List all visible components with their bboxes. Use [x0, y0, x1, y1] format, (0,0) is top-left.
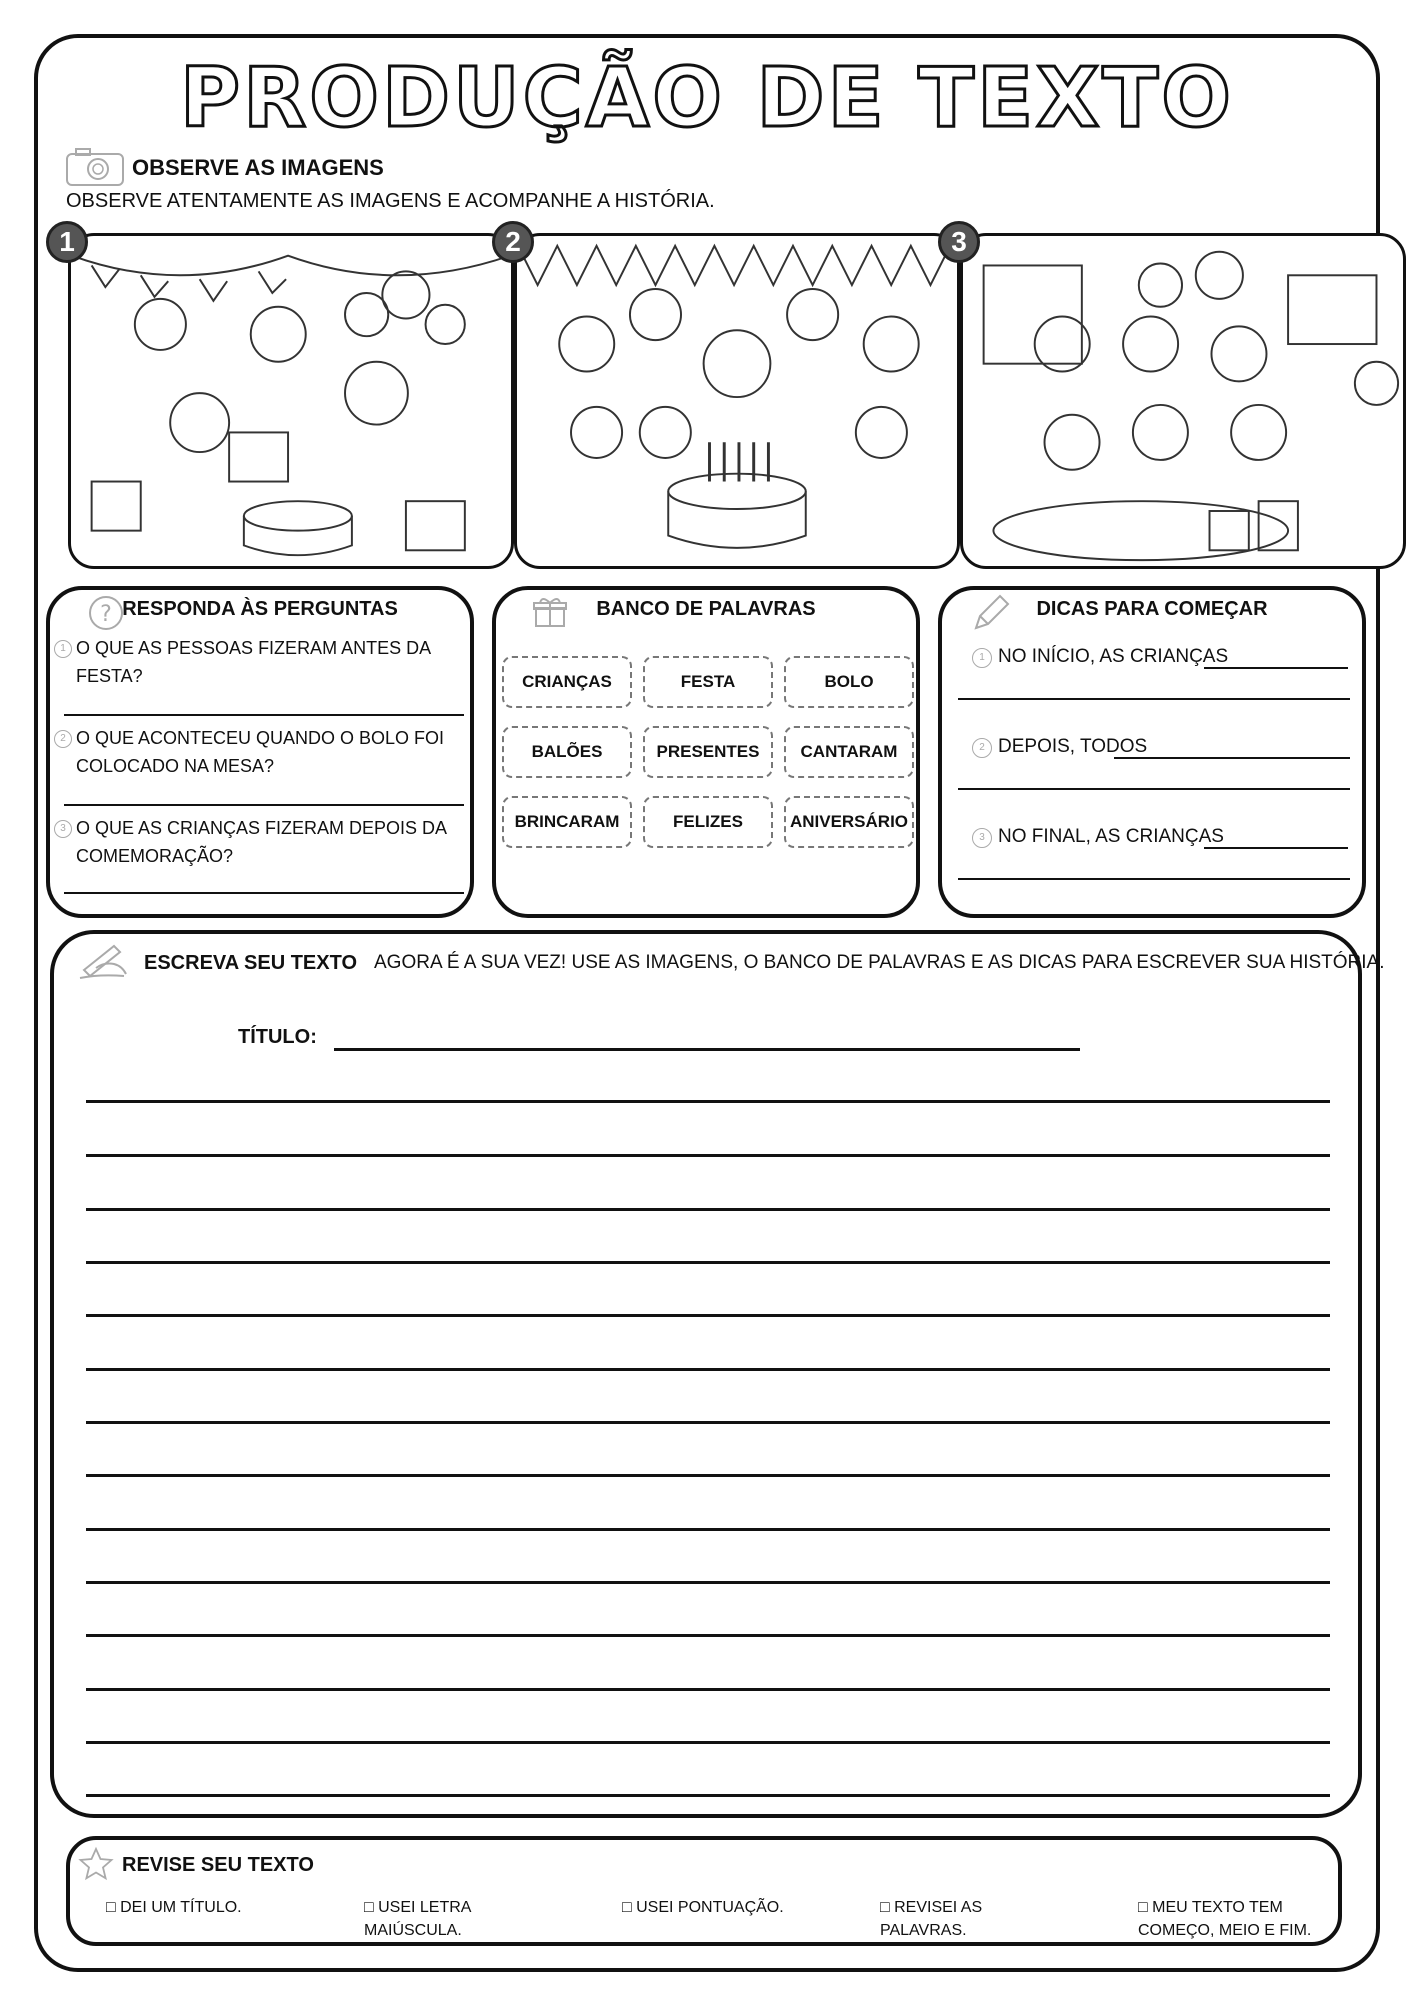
- answer-line-2[interactable]: [64, 804, 464, 806]
- answer-line-1[interactable]: [64, 714, 464, 716]
- checklist-item-capital[interactable]: □ USEI LETRA MAIÚSCULA.: [364, 1899, 471, 1939]
- camera-icon: [64, 146, 126, 188]
- image-number-badge-2: 2: [492, 221, 534, 263]
- word-chip: BRINCARAM: [502, 796, 632, 848]
- question-2: [60, 724, 456, 780]
- party-preparation-illustration: [71, 236, 511, 566]
- word-bank-panel: [492, 586, 920, 918]
- tip-2: [972, 736, 1147, 758]
- writing-line[interactable]: [86, 1154, 1330, 1157]
- story-image-1: [68, 233, 514, 569]
- story-image-2: [514, 233, 960, 569]
- birthday-cake-illustration: [517, 236, 957, 566]
- writing-line[interactable]: [86, 1368, 1330, 1371]
- checklist-item-structure[interactable]: □ MEU TEXTO TEM COMEÇO, MEIO E FIM.: [1138, 1899, 1312, 1939]
- page-title: PRODUÇÃO DE TEXTO: [180, 51, 1234, 146]
- tip-text-3: NO FINAL, AS CRIANÇAS: [998, 826, 1224, 847]
- tip-1: [972, 646, 1228, 668]
- tips-heading: DICAS PARA COMEÇAR: [1036, 598, 1268, 620]
- tip-line-1[interactable]: [958, 698, 1350, 700]
- title-label: TÍTULO:: [238, 1026, 317, 1048]
- tip-number-2: 2: [972, 738, 992, 758]
- answer-line-3[interactable]: [64, 892, 464, 894]
- tip-3: [972, 826, 1224, 848]
- tips-panel: [938, 586, 1366, 918]
- writing-line[interactable]: [86, 1100, 1330, 1103]
- word-chip: CRIANÇAS: [502, 656, 632, 708]
- word-chip: FELIZES: [643, 796, 773, 848]
- question-text-1: O QUE AS PESSOAS FIZERAM ANTES DA FESTA?: [76, 638, 431, 686]
- tip-blank-1[interactable]: [1204, 667, 1348, 669]
- revise-panel: [66, 1836, 1342, 1946]
- tip-text-1: NO INÍCIO, AS CRIANÇAS: [998, 646, 1229, 667]
- tip-line-3[interactable]: [958, 878, 1350, 880]
- question-text-3: O QUE AS CRIANÇAS FIZERAM DEPOIS DA COMEMORAÇÃO?: [76, 818, 447, 866]
- writing-panel: [50, 930, 1385, 1818]
- question-3: [60, 814, 456, 870]
- questions-heading: RESPONDA ÀS PERGUNTAS: [122, 598, 398, 620]
- checklist-item-words[interactable]: □ REVISEI AS PALAVRAS.: [880, 1899, 983, 1939]
- observe-heading: OBSERVE AS IMAGENS: [132, 155, 384, 180]
- writing-line[interactable]: [86, 1634, 1330, 1637]
- observe-subtitle: OBSERVE ATENTAMENTE AS IMAGENS E ACOMPANHE A HISTÓRIA.: [66, 190, 715, 212]
- tip-number-1: 1: [972, 648, 992, 668]
- tip-number-3: 3: [972, 828, 992, 848]
- writing-hand-icon: [76, 938, 132, 986]
- writing-line[interactable]: [86, 1581, 1330, 1584]
- word-chip: CANTARAM: [784, 726, 914, 778]
- write-instructions: AGORA É A SUA VEZ! USE AS IMAGENS, O BANCO DE PALAVRAS E AS DICAS PARA ESCREVER SUA HISTÓRIA.: [374, 952, 1385, 973]
- tip-line-2[interactable]: [958, 788, 1350, 790]
- writing-line[interactable]: [86, 1261, 1330, 1264]
- svg-text:?: ?: [100, 602, 112, 627]
- revise-heading: REVISE SEU TEXTO: [122, 1854, 314, 1876]
- word-chip: BALÕES: [502, 726, 632, 778]
- tip-blank-3[interactable]: [1204, 847, 1348, 849]
- question-number-2: 2: [54, 730, 72, 748]
- tip-blank-2[interactable]: [1114, 757, 1350, 759]
- writing-line[interactable]: [86, 1421, 1330, 1424]
- word-chip: ANIVERSÁRIO: [784, 796, 914, 848]
- writing-line[interactable]: [86, 1474, 1330, 1477]
- question-number-3: 3: [54, 820, 72, 838]
- writing-line[interactable]: [86, 1528, 1330, 1531]
- story-image-3: [960, 233, 1406, 569]
- image-number-badge-1: 1: [46, 221, 88, 263]
- write-heading: ESCREVA SEU TEXTO: [144, 952, 358, 974]
- writing-line[interactable]: [86, 1794, 1330, 1797]
- word-chip: FESTA: [643, 656, 773, 708]
- checklist-item-punctuation[interactable]: □ USEI PONTUAÇÃO.: [622, 1899, 784, 1916]
- word-chip: PRESENTES: [643, 726, 773, 778]
- questions-panel: [46, 586, 474, 918]
- writing-line[interactable]: [86, 1314, 1330, 1317]
- word-bank-heading: BANCO DE PALAVRAS: [596, 598, 816, 620]
- writing-line[interactable]: [86, 1208, 1330, 1211]
- question-number-1: 1: [54, 640, 72, 658]
- star-icon: [78, 1846, 114, 1882]
- word-chip: BOLO: [784, 656, 914, 708]
- title-input-line[interactable]: [334, 1048, 1080, 1051]
- checklist-item-title[interactable]: □ DEI UM TÍTULO.: [106, 1899, 242, 1916]
- writing-line[interactable]: [86, 1741, 1330, 1744]
- question-text-2: O QUE ACONTECEU QUANDO O BOLO FOI COLOCADO NA MESA?: [76, 728, 445, 776]
- question-1: [60, 634, 456, 690]
- image-number-badge-3: 3: [938, 221, 980, 263]
- children-playing-illustration: [963, 236, 1403, 566]
- tip-text-2: DEPOIS, TODOS: [998, 736, 1148, 757]
- writing-line[interactable]: [86, 1688, 1330, 1691]
